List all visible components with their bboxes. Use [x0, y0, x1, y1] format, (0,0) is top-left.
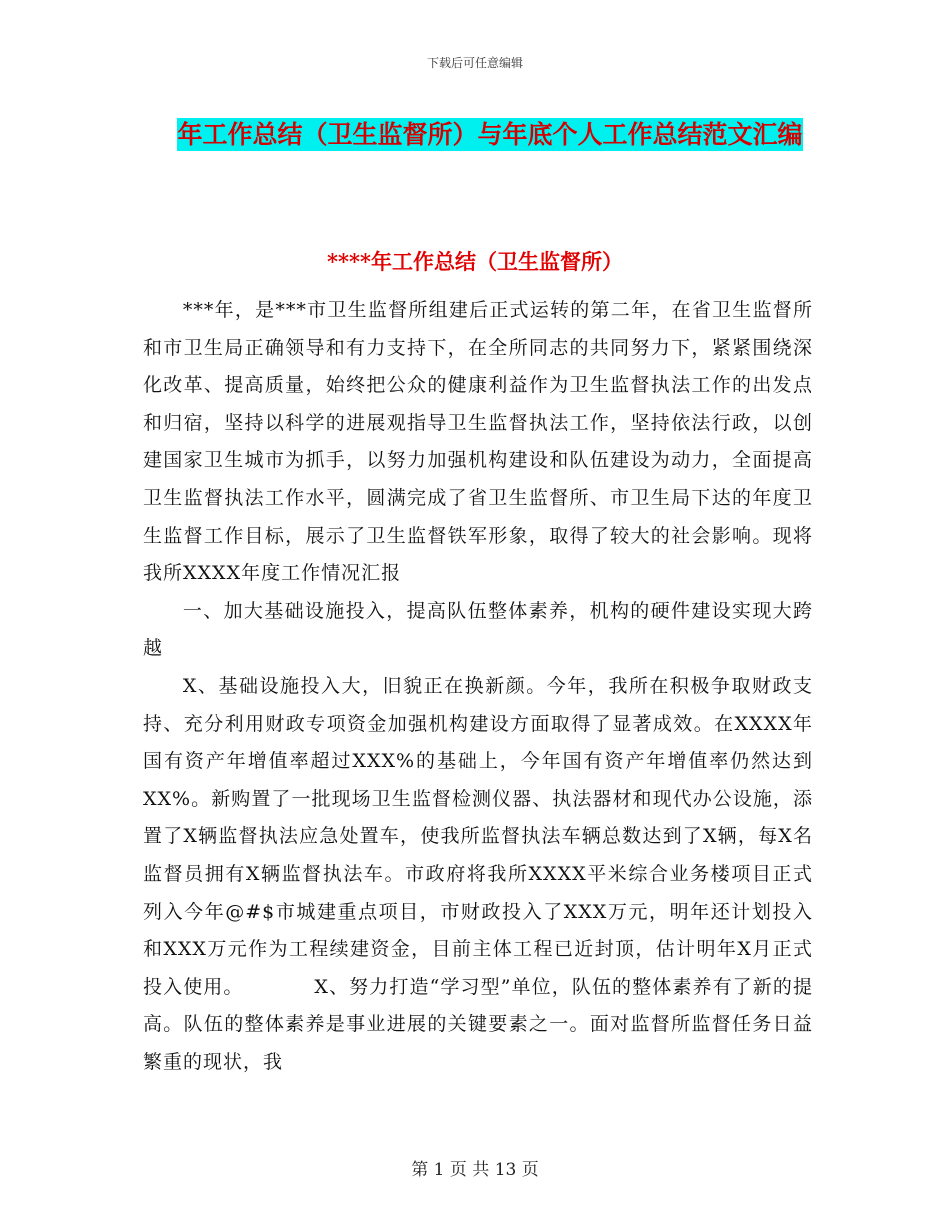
paragraph: X、基础设施投入大，旧貌正在换新颜。今年，我所在积极争取财政支持、充分利用财政专项资金加强机构建设方面取得了显著成效。在XXXX年国有资产年增值率超过XXX%的基础上，今年国有资产年增值率仍然达到XX%。新购置了一批现场卫生监督检测仪器、执法器材和现代办公设施，添置了X辆监督执法应急处置车，使我所监督执法车辆总数达到了X辆，每X名监督员拥有X辆监督执法车。市政府将我所XXXX平米综合业务楼项目正式列入今年@#$市城建重点项目，市财政投入了XXX万元，明年还计划投入和XXX万元作为工程续建资金，目前主体工程已近封顶，估计明年X月正式投入使用。 X、努力打造“学习型”单位，队伍的整体素养有了新的提高。队伍的整体素养是事业进展的关键要素之一。面对监督所监督任务日益繁重的现状，我 [143, 674, 813, 1073]
document-body [143, 292, 813, 1081]
section-title: ****年工作总结（卫生监督所） [327, 249, 623, 274]
paragraph: 一、加大基础设施投入，提高队伍整体素养，机构的硬件建设实现大跨越 [143, 599, 813, 660]
page-footer: 第 1 页 共 13 页 [411, 1160, 539, 1180]
paragraph: ***年，是***市卫生监督所组建后正式运转的第二年，在省卫生监督所和市卫生局正确领导和有力支持下，在全所同志的共同努力下，紧紧围绕深化改革、提高质量，始终把公众的健康利益作为卫生监督执法工作的出发点和归宿，坚持以科学的进展观指导卫生监督执法工作，坚持依法行政，以创建国家卫生城市为抓手，以努力加强机构建设和队伍建设为动力，全面提高卫生监督执法工作水平，圆满完成了省卫生监督所、市卫生局下达的年度卫生监督工作目标，展示了卫生监督铁军形象，取得了较大的社会影响。现将我所XXXX年度工作情况汇报 [143, 299, 813, 585]
document-title-text: 年工作总结（卫生监督所）与年底个人工作总结范文汇编 [177, 120, 803, 149]
header-note: 下载后可任意编辑 [426, 56, 523, 70]
document-title [150, 112, 830, 157]
